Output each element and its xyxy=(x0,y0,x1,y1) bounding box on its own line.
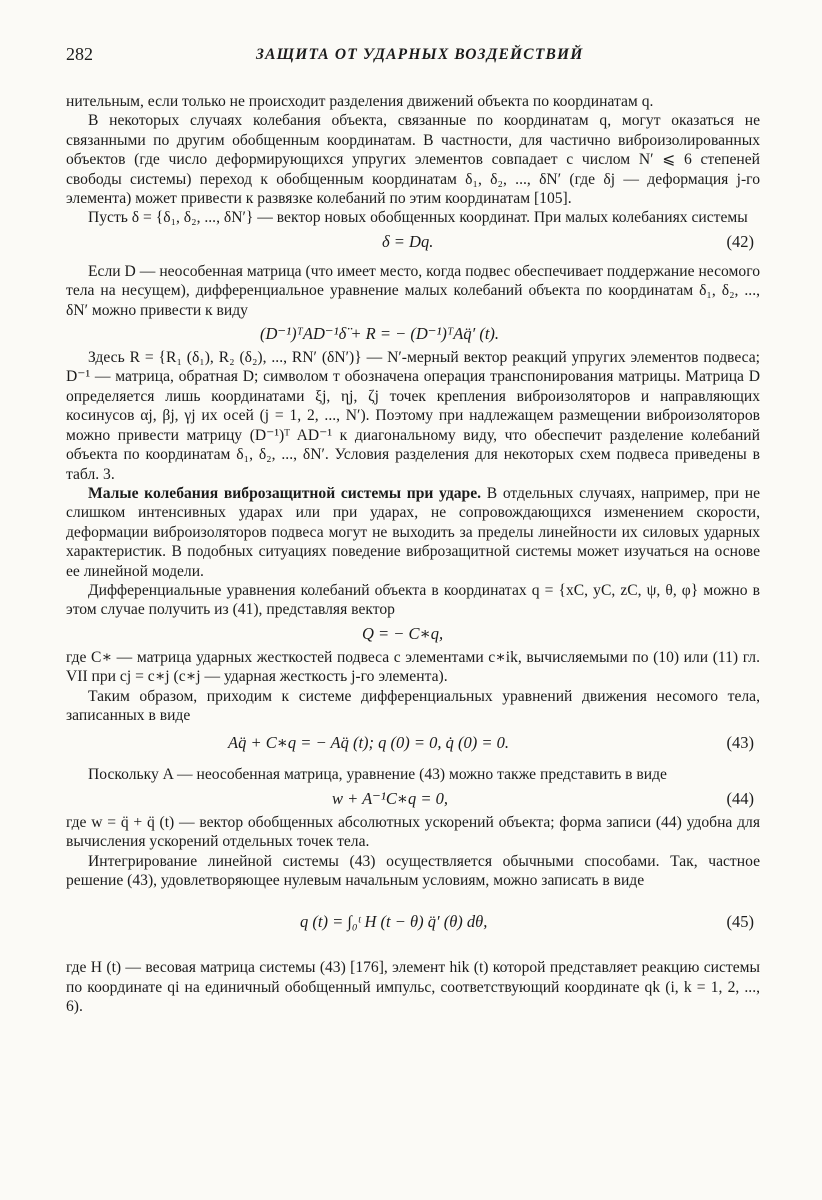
paragraph-integration: Интегрирование линейной системы (43) осуществляется обычными способами. Так, частное решение (43), удовлетворяющее нулевым начальным условиям, можно записать в виде xyxy=(66,852,760,889)
paragraph-differential-equations: Дифференциальные уравнения колебаний объекта в координатах q = {xC, yC, zC, ψ, θ, φ} можно в этом случае получить из (41), представляя вектор xyxy=(66,581,760,619)
equation-43 xyxy=(66,725,760,759)
running-title: ЗАЩИТА ОТ УДАРНЫХ ВОЗДЕЙСТВИЙ xyxy=(256,46,584,63)
page-number: 282 xyxy=(66,44,93,64)
paragraph-new-coordinates: Пусть δ = {δ₁, δ₂, ..., δN′} — вектор новых обобщенных координат. При малых колебаниях системы xyxy=(88,209,748,227)
section-run-in-heading: Малые колебания виброзащитной системы при ударе. xyxy=(88,484,482,502)
equation-42 xyxy=(66,228,760,256)
paragraph-small-oscillations xyxy=(66,484,760,581)
equation-transformed xyxy=(66,320,760,348)
body-text xyxy=(66,92,760,1017)
equation-45 xyxy=(66,890,760,952)
paragraph-stiffness-matrix: где C∗ — матрица ударных жесткостей подвеса с элементами c∗ik, вычисляемыми по (10) или (11) гл. VII при cj = c∗j (c∗j — ударная жесткость j-го элемента). xyxy=(66,648,760,686)
paragraph-nonsingular-matrix: Если D — неособенная матрица (что имеет место, когда подвес обеспечивает поддержание несомого тела на несущем), дифференциальное уравнение малых колебаний объекта по координатам δ₁, δ₂, ..., δN′ можно привести к виду xyxy=(66,262,760,319)
equation-45-formula: q (t) = ∫₀ᵗ H (t − θ) q̈′ (θ) dθ, xyxy=(300,912,488,932)
equation-42-number: (42) xyxy=(726,231,754,251)
section-paragraph-text: В отдельных случаях, например, при не слишком интенсивных ударах или при ударах, не сопровождающихся изменением скорости, деформации виброизоляторов подвеса могут не выходить за пределы линейности их силовых ударных характеристик. В подобных ситуациях поведение виброзащитной системы может изучаться на основе ее линейной модели. xyxy=(66,484,760,580)
equation-transformed-formula: (D⁻¹)ᵀAD⁻¹δ̈ + R = − (D⁻¹)ᵀAq̈′ (t). xyxy=(260,324,500,344)
page-header xyxy=(66,44,760,70)
equation-44-formula: w + A⁻¹C∗q = 0, xyxy=(332,788,449,808)
equation-force-vector-formula: Q = − C∗q, xyxy=(362,623,444,643)
paragraph-alternative-form: Поскольку A — неособенная матрица, уравнение (43) можно также представить в виде xyxy=(88,766,667,784)
paragraph-weight-matrix: где H (t) — весовая матрица системы (43) [176], элемент hik (t) которой представляет реакцию системы по координате qi на единичный обобщенный импульс, соответствующий координате qk (i, k = 1, 2, ..., 6). xyxy=(66,959,760,1016)
equation-42-formula: δ = Dq. xyxy=(382,231,434,251)
paragraph-decoupling: В некоторых случаях колебания объекта, связанные по координатам q, могут оказаться не связанными по другим обобщенным координатам. В частности, для частично виброизолированных объектов (где число деформирующихся упругих элементов совпадает с числом N′ ⩽ 6 степеней свободы системы) переход к обобщенным координатам δ₁, δ₂, ..., δN′ (где δj — деформация j-го элемента) может привести к развязке колебаний по этим координатам [105]. xyxy=(66,112,760,208)
equation-force-vector xyxy=(66,620,760,648)
equation-43-formula: Aq̈ + C∗q = − Aq̈ (t); q (0) = 0, q̇ (0) = 0. xyxy=(228,733,510,753)
paragraph-reaction-vector: Здесь R = {R₁ (δ₁), R₂ (δ₂), ..., RN′ (δN′)} — N′-мерный вектор реакций упругих элементов подвеса; D⁻¹ — матрица, обратная D; символом т обозначена операция транспонирования матрицы. Матрица D определяется лишь координатами ξj, ηj, ζj точек крепления виброизоляторов и направляющих косинусов αj, βj, γj их осей (j = 1, 2, ..., N′). Поэтому при надлежащем размещении виброизоляторов можно привести матрицу (D⁻¹)ᵀ AD⁻¹ к диагональному виду, что обеспечит разделение колебаний объекта по координатам δ₁, δ₂, ..., δN′. Условия разделения для некоторых схем подвеса приведены в табл. 3. xyxy=(66,349,760,483)
equation-44 xyxy=(66,785,760,813)
equation-43-number: (43) xyxy=(726,733,754,753)
equation-45-number: (45) xyxy=(726,912,754,932)
paragraph-system-of-equations: Таким образом, приходим к системе дифференциальных уравнений движения несомого тела, записанных в виде xyxy=(66,687,760,724)
paragraph-continuation: нительным, если только не происходит разделения движений объекта по координатам q. xyxy=(66,93,654,110)
equation-44-number: (44) xyxy=(726,788,754,808)
paragraph-absolute-accelerations: где w = q̈ + q̈ (t) — вектор обобщенных абсолютных ускорений объекта; форма записи (44) удобна для вычисления ускорений отдельных точек тела. xyxy=(66,813,760,851)
